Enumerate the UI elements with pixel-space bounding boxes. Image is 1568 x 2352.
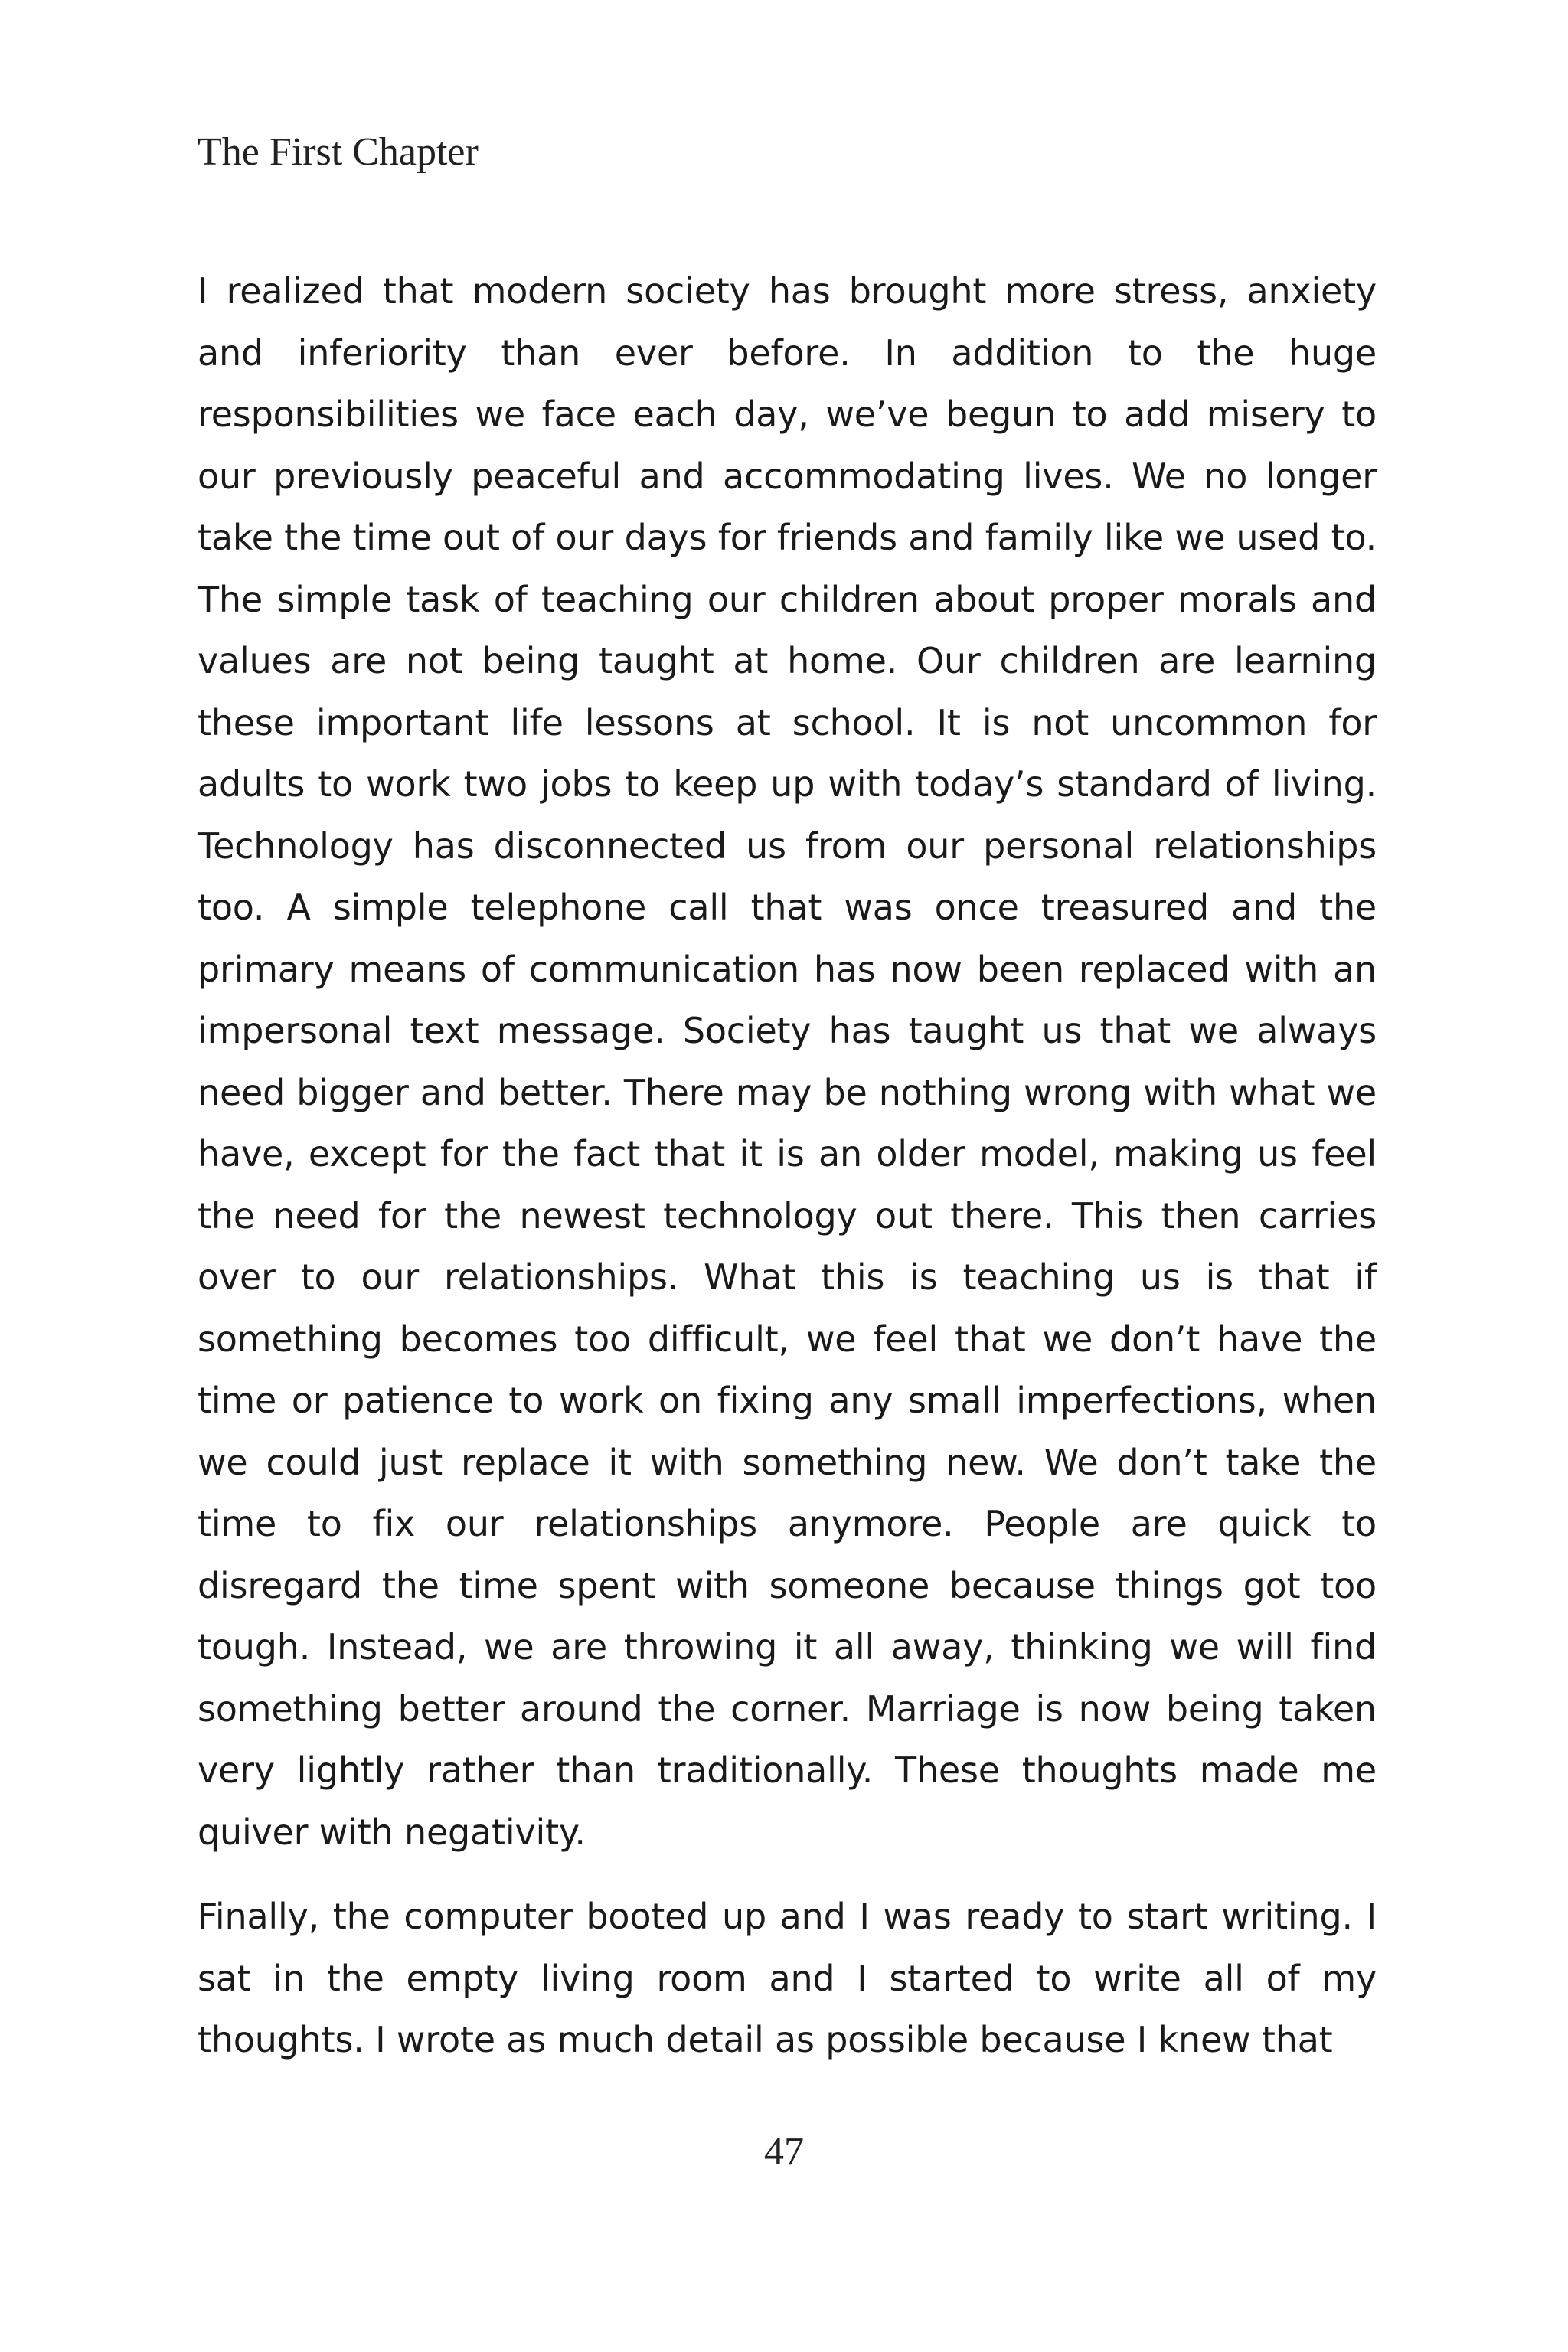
running-header: The First Chapter	[198, 130, 479, 174]
paragraph: Finally, the computer booted up and I was ready to start writing. I sat in the empty living room and I started to write all of my thoughts. I wrote as much detail as possible because I knew that	[198, 1896, 1377, 2060]
page-number: 47	[764, 2130, 804, 2174]
body-text	[198, 260, 1377, 2071]
paragraph: I realized that modern society has brought more stress, anxiety and inferiority than ever before. In addition to the huge responsibilities we face each day, we’ve begun to add misery to our previously peaceful and accommodating lives. We no longer take the time out of our days for friends and family like we used to. The simple task of teaching our children about proper morals and values are not being taught at home. Our children are learning these important life lessons at school. It is not uncommon for adults to work two jobs to keep up with today’s standard of living. Technology has disconnected us from our personal relationships too. A simple telephone call that was once treasured and the primary means of communication has now been replaced with an impersonal text message. Society has taught us that we always need bigger and better. There may be nothing wrong with what we have, except for the fact that it is an older model, making us feel the need for the newest technology out there. This then carries over to our relationships. What this is teaching us is that if something becomes too difficult, we feel that we don’t have the time or patience to work on fixing any small imperfections, when we could just replace it with something new. We don’t take the time to fix our relationships anymore. People are quick to disregard the time spent with someone because things got too tough. Instead, we are throwing it all away, thinking we will find something better around the corner. Marriage is now being taken very lightly rather than traditionally. These thoughts made me quiver with negativity.	[198, 270, 1377, 1853]
